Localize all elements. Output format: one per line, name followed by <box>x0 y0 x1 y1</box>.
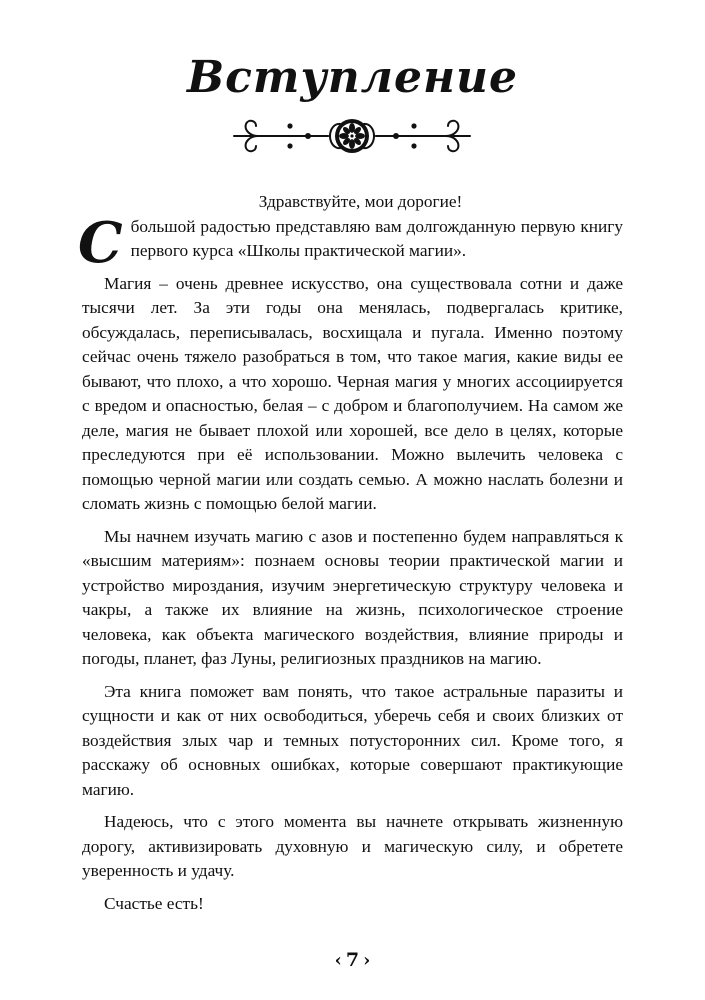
intro-paragraph <box>78 209 623 276</box>
right-chevron-icon: › <box>363 950 371 971</box>
page-number-value: 7 <box>345 949 360 971</box>
paragraph-closing: Счастье есть! <box>104 893 204 913</box>
greeting-line: Здравствуйте, мои дорогие! <box>258 192 463 211</box>
paragraph-magic-history: Магия – очень древнее искусство, она существовала сотни и даже тысячи лет. За эти годы она менялась, подвергалась критике, обсуждалась, переписывалась, восхищала и пугала. Именно поэтому сейчас очень тяжело разобраться в том, что такое магия, какие виды ее бывают, что плохо, а что хорошо. Черная магия у многих ассоциируется с вредом и опасностью, белая – с добром и благополучием. На самом же деле, магия не бывает плохой или хорошей, все дело в целях, которые преследуются при её использовании. Можно вылечить человека с помощью черной магии или создать семью. А можно наслать болезни и сломать жизнь с помощью белой магии. <box>82 273 623 513</box>
paragraph-astral-parasites: Эта книга поможет вам понять, что такое астральные паразиты и сущности и как от них освободиться, уберечь себя и своих близких от воздействия злых чар и темных потусторонних сил. Кроме того, я расскажу об основных ошибках, которые совершают практикующие магию. <box>82 681 623 799</box>
body-text <box>78 190 623 924</box>
paragraph-study-plan: Мы начнем изучать магию с азов и постепенно будем направляться к «высшим материям»: познаем основы теории практической магии и устройство мироздания, изучим энергетическую структуру человека и чакры, а также их влияние на жизнь, психологическое строение человека, как объекта магического воздействия, влияние природы и погоды, планет, фаз Луны, религиозных праздников на магию. <box>82 526 623 668</box>
flourish-ornament-icon <box>232 110 472 162</box>
left-chevron-icon: ‹ <box>334 950 342 971</box>
chapter-title: Вступление <box>186 52 519 103</box>
intro-text: большой радостью представляю вам долгожданную первую книгу первого курса «Школы практической магии». <box>130 216 623 260</box>
paragraph-hope: Надеюсь, что с этого момента вы начнете открывать жизненную дорогу, активизировать духовную и магическую силу, и обретете уверенность и удачу. <box>82 812 623 880</box>
page-number <box>0 946 705 975</box>
drop-cap-letter: С <box>78 209 123 276</box>
